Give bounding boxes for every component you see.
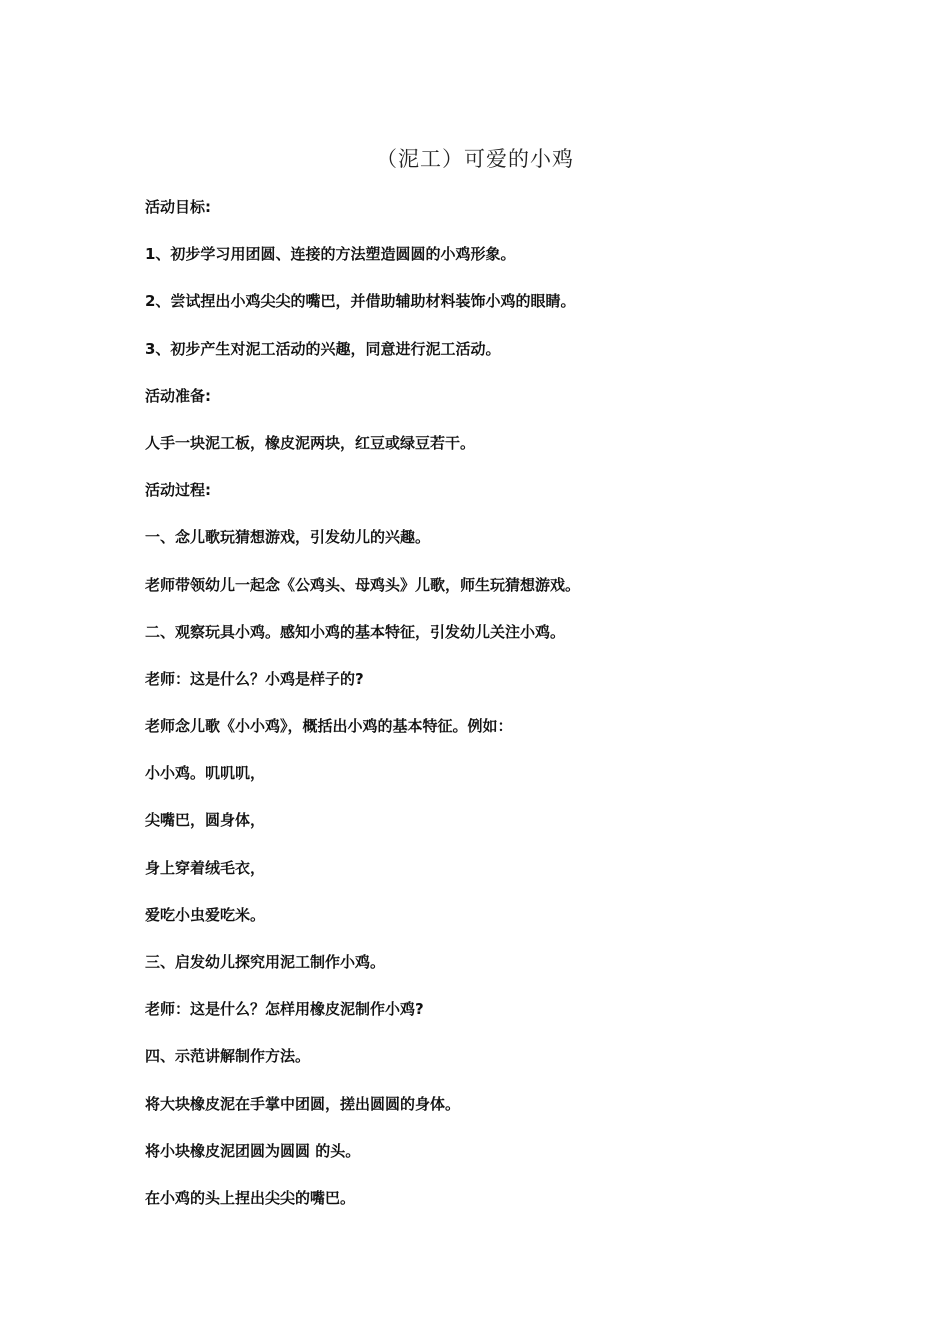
paragraph: 老师带领幼儿一起念《公鸡头、母鸡头》儿歌，师生玩猜想游戏。 — [145, 575, 581, 594]
paragraph: 2、尝试捏出小鸡尖尖的嘴巴，并借助辅助材料装饰小鸡的眼睛。 — [145, 292, 576, 311]
paragraph: 活动准备: — [145, 386, 211, 405]
paragraph: 三、启发幼儿探究用泥工制作小鸡。 — [145, 953, 386, 971]
paragraph: 四、示范讲解制作方法。 — [145, 1047, 311, 1066]
paragraph: 老师：这是什么？怎样用橡皮泥制作小鸡? — [145, 1000, 424, 1019]
document-title: （泥工）可爱的小鸡 — [376, 147, 574, 171]
paragraph: 人手一块泥工板，橡皮泥两块，红豆或绿豆若干。 — [145, 433, 476, 452]
paragraph: 将小块橡皮泥团圆为圆圆 的头。 — [145, 1141, 361, 1160]
paragraph: 活动目标: — [145, 198, 211, 216]
paragraph: 1、初步学习用团圆、连接的方法塑造圆圆的小鸡形象。 — [145, 245, 516, 264]
paragraph: 在小鸡的头上捏出尖尖的嘴巴。 — [145, 1188, 356, 1207]
paragraph: 老师：这是什么？小鸡是样子的? — [145, 669, 364, 688]
paragraph: 小小鸡。叽叽叽， — [145, 764, 266, 783]
paragraph: 身上穿着绒毛衣， — [145, 858, 266, 877]
paragraph: 二、观察玩具小鸡。感知小鸡的基本特征，引发幼儿关注小鸡。 — [145, 622, 566, 641]
paragraph: 将大块橡皮泥在手掌中团圆，搓出圆圆的身体。 — [145, 1094, 461, 1113]
paragraph: 活动过程: — [145, 481, 211, 500]
paragraph: 尖嘴巴，圆身体， — [145, 811, 266, 830]
document-body — [145, 195, 845, 1233]
paragraph: 一、念儿歌玩猜想游戏，引发幼儿的兴趣。 — [145, 528, 431, 547]
paragraph: 3、初步产生对泥工活动的兴趣，同意进行泥工活动。 — [145, 339, 501, 358]
paragraph: 老师念儿歌《小小鸡》，概括出小鸡的基本特征。例如： — [145, 717, 513, 736]
paragraph: 爱吃小虫爱吃米。 — [145, 905, 266, 924]
